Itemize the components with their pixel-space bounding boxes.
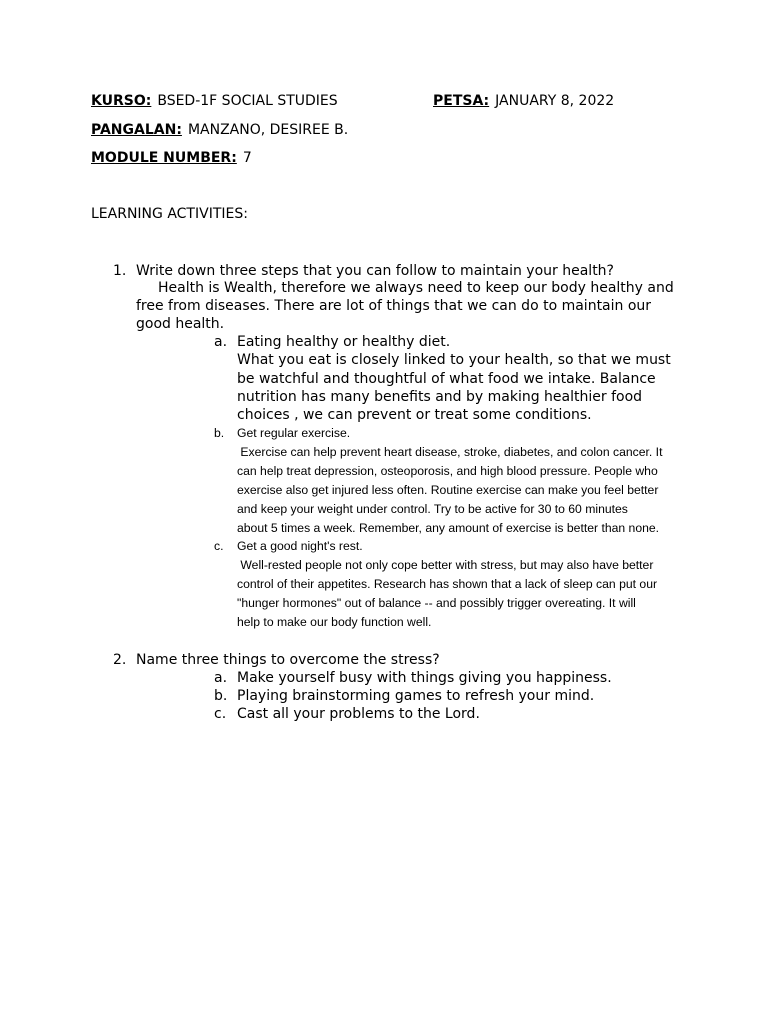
petsa-value: JANUARY 8, 2022 [495, 93, 615, 109]
q1-item-b-letter: b. [214, 426, 225, 440]
q1-item-b-line: Exercise can help prevent heart disease, stroke, diabetes, and colon cancer. It [237, 445, 663, 459]
kurso-label: KURSO: [91, 93, 152, 109]
q1-question: Write down three steps that you can follow to maintain your health? [136, 263, 614, 279]
q1-item-c-letter: c. [214, 539, 224, 553]
q1-item-a-title: Eating healthy or healthy diet. [237, 334, 451, 350]
q1-item-b-line: exercise also get injured less often. Routine exercise can make you feel better [237, 483, 659, 497]
q1-item-a-letter: a. [214, 334, 228, 350]
pangalan-value: MANZANO, DESIREE B. [187, 122, 349, 138]
q1-item-b-title: Get regular exercise. [237, 426, 351, 440]
q1-intro-line: Health is Wealth, therefore we always need to keep our body healthy and [158, 280, 674, 296]
q2-item-b-letter: b. [214, 688, 228, 704]
q1-item-b-line: and keep your weight under control. Try to be active for 30 to 60 minutes [237, 502, 628, 516]
pangalan-field [91, 121, 348, 139]
q1-item-c-line: Well-rested people not only cope better with stress, but may also have better [237, 558, 654, 572]
q1-item-c-line: "hunger hormones" out of balance -- and possibly trigger overeating. It will [237, 596, 636, 610]
q1-item-a-line: choices , we can prevent or treat some conditions. [237, 407, 592, 423]
petsa-field [433, 92, 614, 110]
q2-item-c-text: Cast all your problems to the Lord. [237, 706, 480, 722]
q1-item-c-line: help to make our body function well. [237, 615, 432, 629]
module-field [91, 149, 252, 167]
q1-item-c-line: control of their appetites. Research has shown that a lack of sleep can put our [237, 577, 658, 591]
q2-question: Name three things to overcome the stress? [136, 652, 440, 668]
kurso-value: BSED-1F SOCIAL STUDIES [157, 93, 338, 109]
q1-intro-line: free from diseases. There are lot of things that we can do to maintain our [136, 298, 652, 314]
module-value: 7 [242, 150, 252, 166]
q1-number: 1. [113, 263, 127, 279]
q1-item-b-line: about 5 times a week. Remember, any amount of exercise is better than none. [237, 521, 660, 535]
q2-item-a-text: Make yourself busy with things giving you happiness. [237, 670, 612, 686]
q2-item-a-letter: a. [214, 670, 228, 686]
pangalan-label: PANGALAN: [91, 122, 182, 138]
q1-item-a-line: What you eat is closely linked to your health, so that we must [237, 352, 671, 368]
petsa-label: PETSA: [433, 93, 490, 109]
q2-number: 2. [113, 652, 127, 668]
q2-item-c-letter: c. [214, 706, 227, 722]
q1-item-a-line: be watchful and thoughtful of what food we intake. Balance [237, 371, 656, 387]
module-label: MODULE NUMBER: [91, 150, 237, 166]
q1-item-b-line: can help treat depression, osteoporosis, and high blood pressure. People who [237, 464, 658, 478]
kurso-field [91, 92, 338, 110]
section-title: LEARNING ACTIVITIES: [91, 206, 248, 222]
q1-item-a-line: nutrition has many benefits and by making healthier food [237, 389, 643, 405]
q1-item-c-title: Get a good night's rest. [237, 539, 363, 553]
q1-intro-line: good health. [136, 316, 225, 332]
q2-item-b-text: Playing brainstorming games to refresh your mind. [237, 688, 595, 704]
